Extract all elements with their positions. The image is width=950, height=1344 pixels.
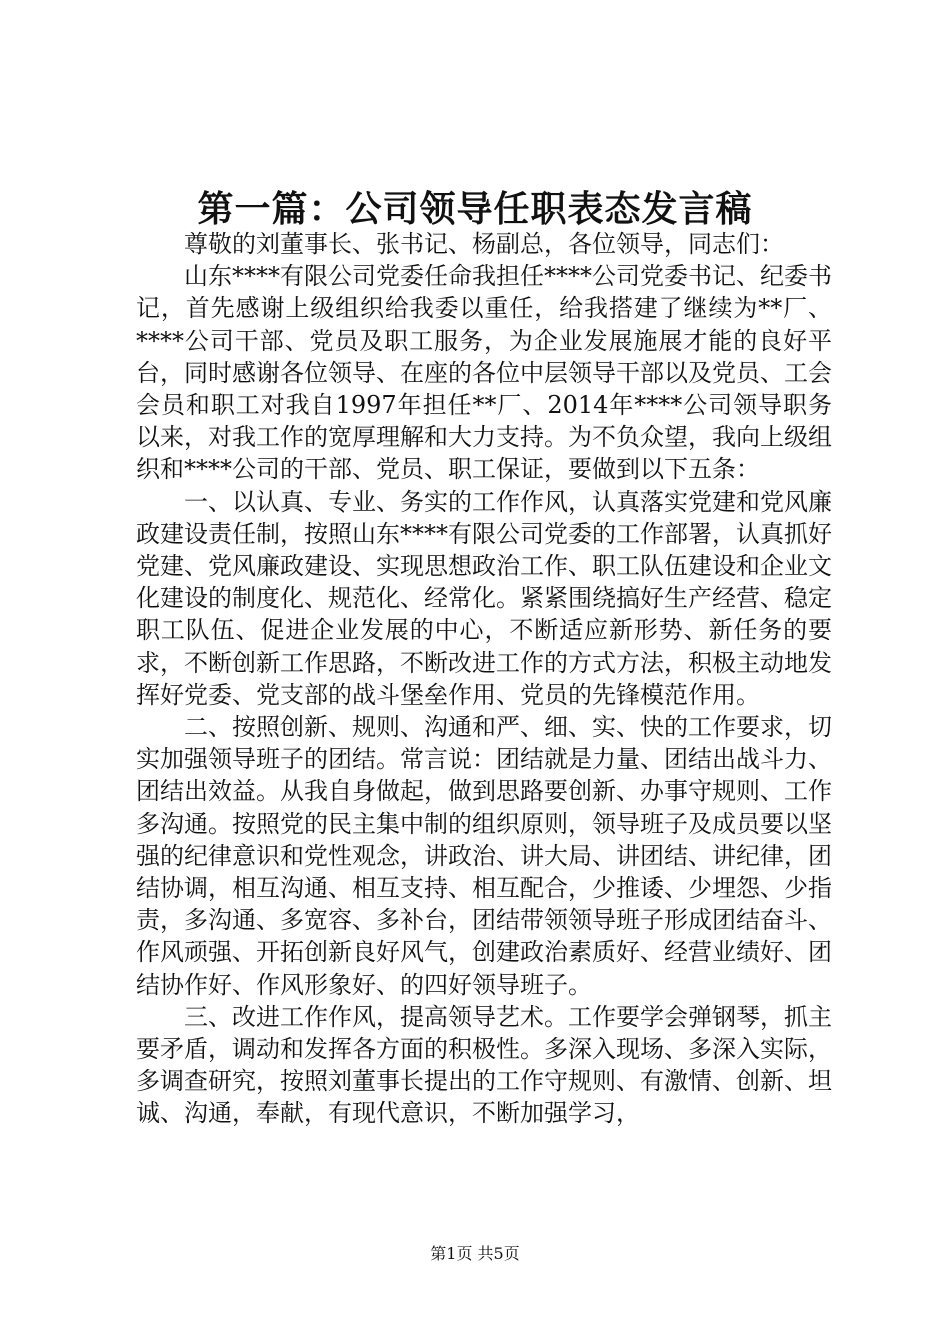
intro-paragraph: 山东****有限公司党委任命我担任****公司党委书记、纪委书记，首先感谢上级组织给我委以重任，给我搭建了继续为**厂、****公司干部、党员及职工服务，为企业发展施展才能的良好平台，同时感谢各位领导、在座的各位中层领导干部以及党员、工会会员和职工对我自1997年担任**厂、2014年****公司领导职务以来，对我工作的宽厚理解和大力支持。为不负众望，我向上级组织和****公司的干部、党员、职工保证，要做到以下五条： [136,262,832,484]
salutation-paragraph: 尊敬的刘董事长、张书记、杨副总，各位领导，同志们： [184,230,784,258]
point-one-paragraph: 一、以认真、专业、务实的工作作风，认真落实党建和党风廉政建设责任制，按照山东****有限公司党委的工作部署，认真抓好党建、党风廉政建设、实现思想政治工作、职工队伍建设和企业文化建设的制度化、规范化、经常化。紧紧围绕搞好生产经营、稳定职工队伍、促进企业发展的中心，不断适应新形势、新任务的要求，不断创新工作思路，不断改进工作的方式方法，积极主动地发挥好党委、党支部的战斗堡垒作用、党员的先锋模范作用。 [136,487,832,709]
document-title: 第一篇：公司领导任职表态发言稿 [197,188,753,230]
point-three-paragraph: 三、改进工作作风，提高领导艺术。工作要学会弹钢琴，抓主要矛盾，调动和发挥各方面的积极性。多深入现场、多深入实际，多调查研究，按照刘董事长提出的工作守规则、有激情、创新、坦诚、沟通，奉献，有现代意识，不断加强学习， [136,1002,832,1128]
page-number-footer: 第1页 共5页 [430,1244,520,1263]
document-body [136,228,832,1130]
point-two-paragraph: 二、按照创新、规则、沟通和严、细、实、快的工作要求，切实加强领导班子的团结。常言说：团结就是力量、团结出战斗力、团结出效益。从我自身做起，做到思路要创新、办事守规则、工作多沟通。按照党的民主集中制的组织原则，领导班子及成员要以坚强的纪律意识和党性观念，讲政治、讲大局、讲团结、讲纪律，团结协调，相互沟通、相互支持、相互配合，少推诿、少埋怨、少指责，多沟通、多宽容、多补台，团结带领领导班子形成团结奋斗、作风顽强、开拓创新良好风气，创建政治素质好、经营业绩好、团结协作好、作风形象好、的四好领导班子。 [136,713,832,999]
